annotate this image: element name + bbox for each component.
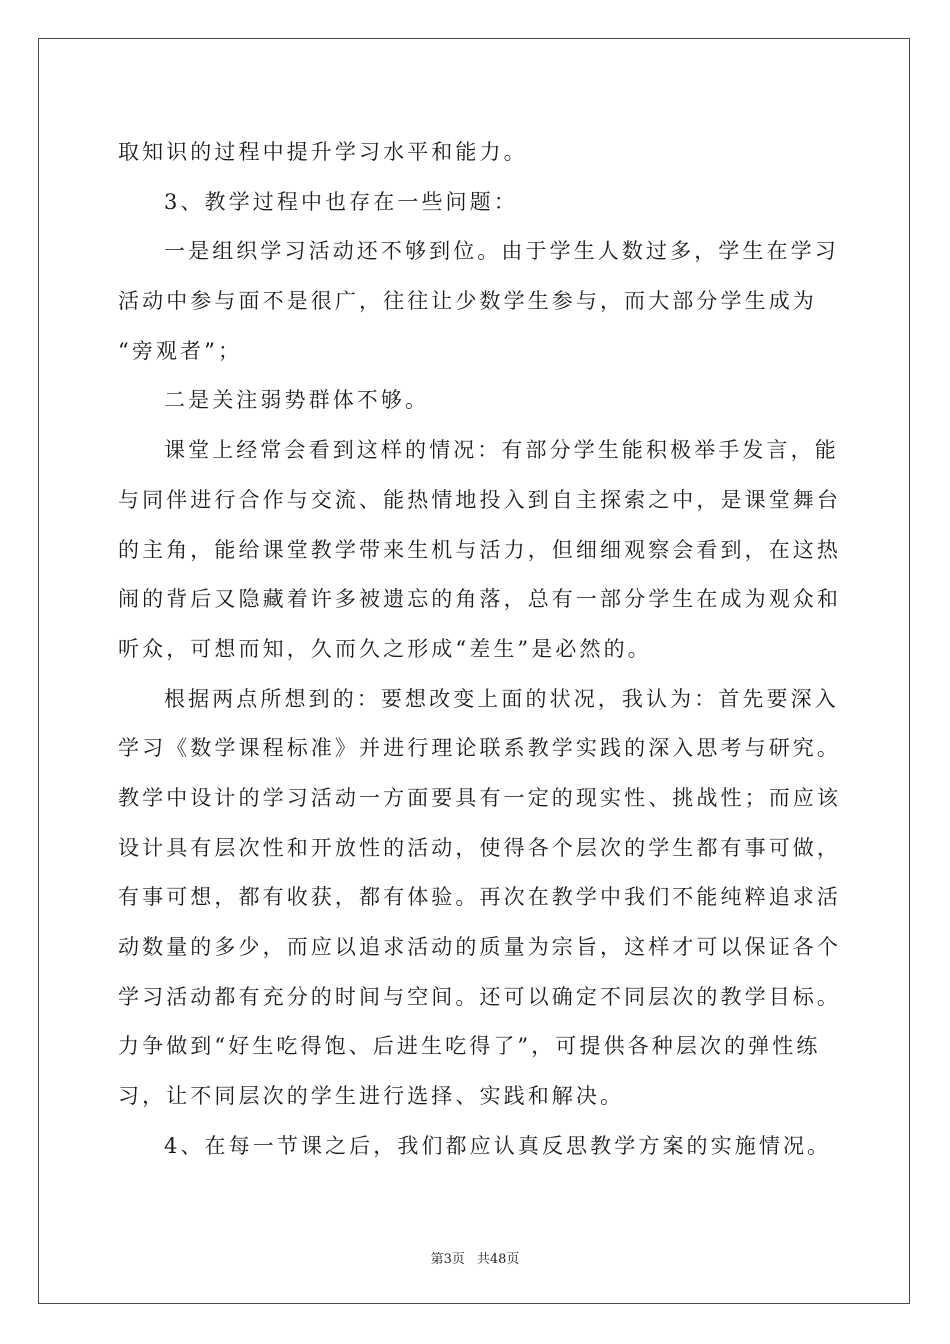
text-line: 动数量的多少，而应以追求活动的质量为宗旨，这样才可以保证各个 [118,935,841,959]
text-line: 学习活动都有充分的时间与空间。还可以确定不同层次的教学目标。 [118,984,841,1009]
text-line: 学习《数学课程标准》并进行理论联系教学实践的深入思考与研究。 [118,736,841,761]
total-pages: 共48页 [476,1252,520,1267]
page-number: 第3页 [430,1252,465,1267]
text-line: 习，让不同层次的学生进行选择、实践和解决。 [118,1084,625,1109]
text-line: 的主角，能给课堂教学带来生机与活力，但细细观察会看到，在这热 [118,537,841,562]
text-line: 设计具有层次性和开放性的活动，使得各个层次的学生都有事可做， [118,835,841,860]
text-line: 活动中参与面不是很广，往往让少数学生参与，而大部分学生成为 [118,289,817,314]
document-body [118,128,841,1171]
text-line: “旁观者”； [118,338,243,363]
page-footer [0,1248,950,1267]
text-line: 力争做到“好生吃得饱、后进生吃得了”，可提供各种层次的弹性练 [118,1034,821,1059]
text-line: 教学中设计的学习活动一方面要具有一定的现实性、挑战性；而应该 [118,785,841,810]
text-line: 与同伴进行合作与交流、能热情地投入到自主探索之中，是课堂舞台 [118,487,841,512]
text-line: 二是关注弱势群体不够。 [164,388,430,413]
text-line: 听众，可想而知，久而久之形成“差生”是必然的。 [118,636,652,661]
text-line: 根据两点所想到的：要想改变上面的状况，我认为：首先要深入 [164,686,839,711]
text-line: 有事可想，都有收获，都有体验。再次在教学中我们不能纯粹追求活 [118,885,841,910]
text-line: 4、在每一节课之后，我们都应认真反思教学方案的实施情况。 [164,1133,832,1158]
text-line: 一是组织学习活动还不够到位。由于学生人数过多，学生在学习 [164,239,839,264]
text-line: 课堂上经常会看到这样的情况：有部分学生能积极举手发言，能 [164,438,839,463]
text-line: 闹的背后又隐藏着许多被遗忘的角落，总有一部分学生在成为观众和 [118,587,841,612]
text-line: 取知识的过程中提升学习水平和能力。 [118,140,528,164]
text-line: 3、教学过程中也存在一些问题： [164,189,518,214]
